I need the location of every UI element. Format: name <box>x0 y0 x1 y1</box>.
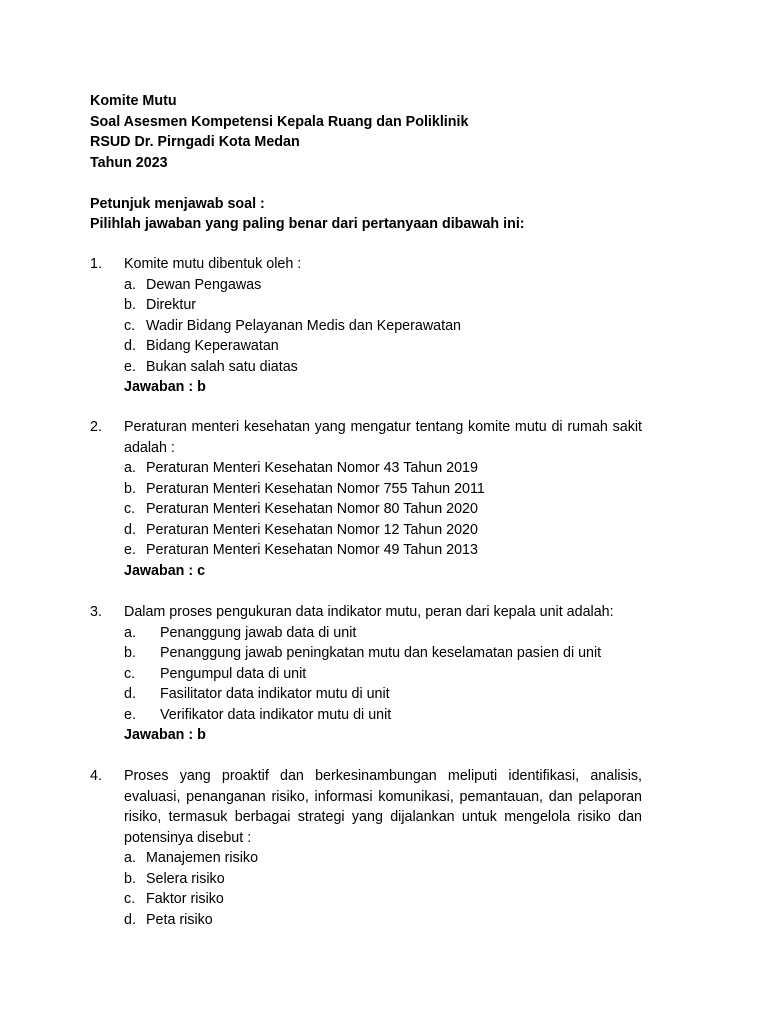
option-letter: c. <box>124 317 136 334</box>
option-letter: a. <box>124 460 136 476</box>
option-letter: a. <box>124 624 136 641</box>
option-text: Bidang Keperawatan <box>146 338 279 354</box>
option-letter: b. <box>124 297 136 313</box>
option-letter: e. <box>124 358 136 375</box>
option-d <box>124 520 642 541</box>
option-d <box>124 336 642 357</box>
option-text: Selera risiko <box>146 870 225 887</box>
question-text: Dalam proses pengukuran data indikator mutu, peran dari kepala unit adalah: <box>124 604 614 620</box>
option-text: Fasilitator data indikator mutu di unit <box>160 686 390 702</box>
answer-key: Jawaban : b <box>124 727 206 743</box>
option-text: Peraturan Menteri Kesehatan Nomor 43 Tahun 2019 <box>146 460 478 476</box>
question-text: Peraturan menteri kesehatan yang mengatur tentang komite mutu di rumah sakit adalah : <box>124 419 642 456</box>
option-text: Pengumpul data di unit <box>160 665 307 682</box>
option-letter: e. <box>124 542 136 558</box>
option-text: Dewan Pengawas <box>146 276 262 293</box>
option-text: Direktur <box>146 297 197 313</box>
option-letter: c. <box>124 501 136 517</box>
option-text: Manajemen risiko <box>146 850 259 866</box>
option-letter: e. <box>124 706 136 723</box>
option-text: Wadir Bidang Pelayanan Medis dan Keperawatan <box>146 317 461 334</box>
option-letter: b. <box>124 645 136 661</box>
question-text: Komite mutu dibentuk oleh : <box>124 256 302 272</box>
option-b <box>124 869 642 890</box>
option-b <box>124 479 642 500</box>
option-e <box>124 540 642 561</box>
option-text: Peraturan Menteri Kesehatan Nomor 49 Tahun 2013 <box>146 542 478 558</box>
option-e <box>124 357 642 378</box>
option-letter: c. <box>124 665 136 682</box>
option-d <box>124 910 642 931</box>
answer-key: Jawaban : b <box>124 379 206 395</box>
option-letter: d. <box>124 521 136 538</box>
question-number: 3. <box>90 604 102 620</box>
option-text: Penanggung jawab data di unit <box>160 624 357 641</box>
option-text: Verifikator data indikator mutu di unit <box>160 706 392 723</box>
option-text: Peraturan Menteri Kesehatan Nomor 12 Tahun 2020 <box>146 521 478 538</box>
option-a <box>124 623 642 644</box>
option-letter: b. <box>124 480 136 497</box>
option-b <box>124 295 642 316</box>
option-text: Penanggung jawab peningkatan mutu dan keselamatan pasien di unit <box>160 645 602 661</box>
option-letter: d. <box>124 338 136 354</box>
question-3 <box>90 602 650 746</box>
option-letter: a. <box>124 850 136 866</box>
option-c <box>124 664 642 685</box>
option-letter: a. <box>124 276 136 293</box>
question-4 <box>90 766 650 930</box>
instruction-text: Pilihlah jawaban yang paling benar dari pertanyaan dibawah ini: <box>90 216 525 232</box>
hospital-name: RSUD Dr. Pirngadi Kota Medan <box>90 134 300 150</box>
option-letter: c. <box>124 891 136 907</box>
question-number: 4. <box>90 768 102 784</box>
question-number: 1. <box>90 256 102 272</box>
option-text: Peraturan Menteri Kesehatan Nomor 755 Tahun 2011 <box>146 480 485 497</box>
question-1 <box>90 254 650 398</box>
option-text: Peraturan Menteri Kesehatan Nomor 80 Tahun 2020 <box>146 501 478 517</box>
option-text: Bukan salah satu diatas <box>146 358 298 375</box>
option-a <box>124 458 642 479</box>
option-e <box>124 705 642 726</box>
question-number: 2. <box>90 419 102 435</box>
answer-key: Jawaban : c <box>124 562 206 579</box>
option-text: Peta risiko <box>146 911 213 928</box>
option-d <box>124 684 642 705</box>
option-a <box>124 848 642 869</box>
document-header <box>90 91 690 235</box>
document-title: Soal Asesmen Kompetensi Kepala Ruang dan Poliklinik <box>90 113 469 130</box>
option-a <box>124 275 642 296</box>
committee-name: Komite Mutu <box>90 93 177 109</box>
option-letter: d. <box>124 686 136 702</box>
option-c <box>124 316 642 337</box>
question-text: Proses yang proaktif dan berkesinambungan meliputi identifikasi, analisis, evaluasi, penanganan risiko, informasi komunikasi, pemantauan, dan pelaporan risiko, termasuk berbagai strategi yang dijalankan untuk mengelola risiko dan potensinya disebut : <box>124 768 642 846</box>
option-text: Faktor risiko <box>146 891 224 907</box>
option-letter: b. <box>124 870 136 887</box>
question-2 <box>90 417 650 581</box>
option-c <box>124 499 642 520</box>
instruction-title: Petunjuk menjawab soal : <box>90 195 265 212</box>
option-b <box>124 643 642 664</box>
option-c <box>124 889 642 910</box>
document-year: Tahun 2023 <box>90 154 168 171</box>
option-letter: d. <box>124 911 136 928</box>
